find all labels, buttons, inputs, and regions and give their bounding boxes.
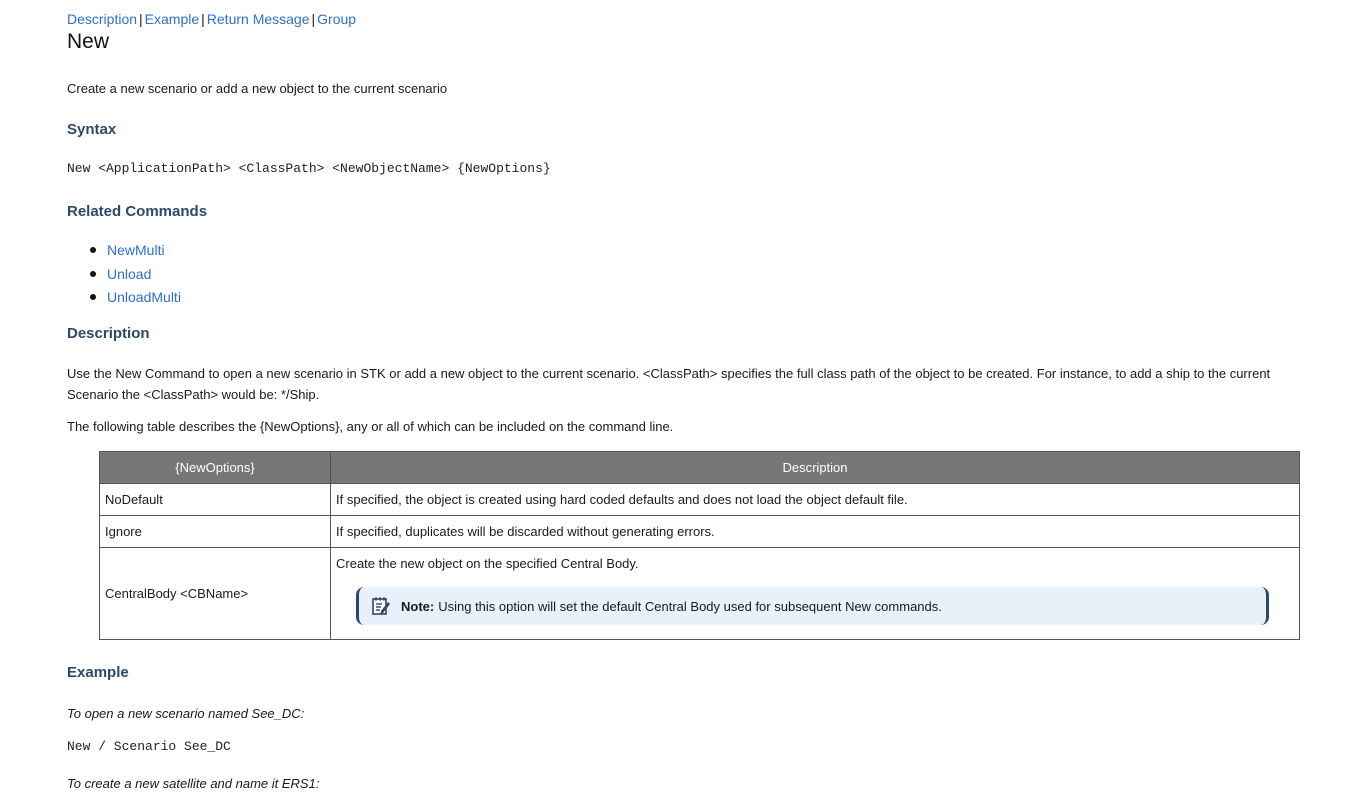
option-cell: CentralBody <CBName> [100,548,331,640]
description-cell: If specified, duplicates will be discarded without generating errors. [331,516,1300,548]
note-box [356,587,1269,625]
related-commands-list [67,241,1304,306]
nav-link-group[interactable]: Group [317,11,357,27]
description-text: Create the new object on the specified Central Body. [336,556,639,571]
example-caption: To open a new scenario named See_DC: [67,706,305,721]
option-cell: Ignore [100,516,331,548]
example-caption: To create a new satellite and name it ERS1: [67,776,320,791]
syntax-code: New <ApplicationPath> <ClassPath> <NewObjectName> {NewOptions} [67,161,551,176]
nav-link-description[interactable]: Description [67,11,138,27]
nav-separator: | [139,11,143,27]
option-cell: NoDefault [100,484,331,516]
list-item [107,288,1304,306]
example-heading: Example [67,664,129,681]
nav-separator: | [311,11,316,27]
description-cell: If specified, the object is created using hard coded defaults and does not load the object default file. [331,484,1300,516]
example-code: New / Scenario See_DC [67,739,231,754]
page-title: New [67,30,110,53]
section-nav [67,10,1304,28]
nav-link-return-message[interactable]: Return Message [206,11,310,27]
note-text: Using this option will set the default Central Body used for subsequent New commands. [438,598,942,614]
summary-text: Create a new scenario or add a new object to the current scenario [67,81,448,96]
nav-link-example[interactable]: Example [144,11,200,27]
list-item [107,241,1304,259]
table-row [100,516,1300,548]
related-link-newmulti[interactable]: NewMulti [107,242,165,258]
options-intro-paragraph: The following table describes the {NewOptions}, any or all of which can be included on the command line. [67,419,674,434]
note-label: Note: [401,598,435,614]
table-header-row [100,452,1300,484]
related-link-unload[interactable]: Unload [107,265,152,282]
options-table [99,451,1300,640]
related-link-unloadmulti[interactable]: UnloadMulti [107,289,181,305]
related-commands-heading: Related Commands [67,203,208,220]
syntax-heading: Syntax [67,121,117,138]
table-row [100,548,1300,640]
list-item [107,265,1304,283]
description-cell [331,548,1300,640]
table-row [100,484,1300,516]
description-heading: Description [67,325,150,342]
nav-separator: | [201,11,205,27]
column-header-options: {NewOptions} [100,452,331,484]
note-pencil-icon [371,596,391,616]
description-paragraph: Use the New Command to open a new scenario in STK or add a new object to the current scenario. <ClassPath> specifies the full class path of the object to be created. For instance, to add a ship to the current Scenario the <ClassPath> would be: */Ship. [67,366,1271,402]
column-header-description: Description [331,452,1300,484]
